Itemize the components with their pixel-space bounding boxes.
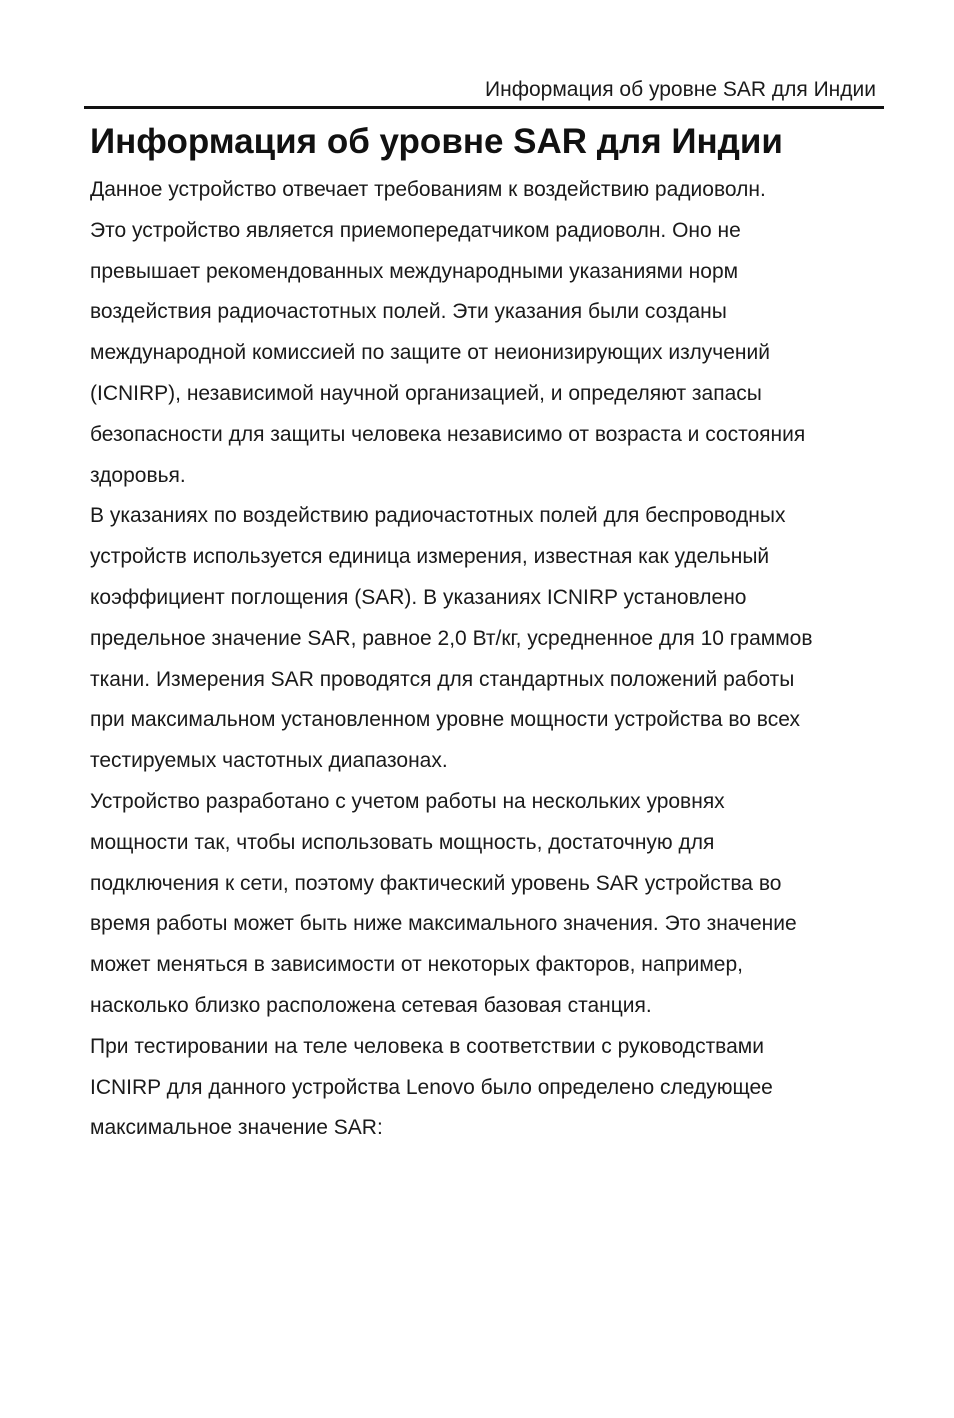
text-line: безопасности для защиты человека независимо от возраста и состояния — [90, 422, 806, 446]
text-line: насколько близко расположена сетевая базовая станция. — [90, 993, 652, 1017]
text-line: предельное значение SAR, равное 2,0 Вт/кг, усредненное для 10 граммов — [90, 626, 813, 650]
page-title: Информация об уровне SAR для Индии — [90, 122, 783, 161]
text-line: здоровья. — [90, 463, 186, 487]
text-line: Данное устройство отвечает требованиям к воздействию радиоволн. — [90, 178, 766, 201]
text-line: тестируемых частотных диапазонах. — [90, 749, 448, 773]
text-line: при максимальном установленном уровне мощности устройства во всех — [90, 708, 800, 732]
text-line: воздействия радиочастотных полей. Эти указания были созданы — [90, 300, 727, 324]
text-line: превышает рекомендованных международными указаниями норм — [90, 259, 739, 283]
text-line: время работы может быть ниже максимального значения. Это значение — [90, 912, 797, 936]
text-line: В указаниях по воздействию радиочастотных полей для беспроводных — [90, 504, 786, 528]
text-line: Это устройство является приемопередатчиком радиоволн. Оно не — [90, 218, 741, 242]
text-line: мощности так, чтобы использовать мощность, достаточную для — [90, 830, 715, 854]
body-text — [90, 170, 890, 1149]
text-line: подключения к сети, поэтому фактический уровень SAR устройства во — [90, 871, 782, 895]
text-line: ткани. Измерения SAR проводятся для стандартных положений работы — [90, 667, 795, 691]
text-line: максимальное значение SAR: — [90, 1116, 383, 1140]
text-line: ICNIRP для данного устройства Lenovo было определено следующее — [90, 1075, 773, 1099]
text-line: устройств используется единица измерения, известная как удельный — [90, 545, 770, 569]
text-line: может меняться в зависимости от некоторых факторов, например, — [90, 953, 743, 977]
text-line: Устройство разработано с учетом работы на нескольких уровнях — [90, 789, 725, 813]
text-line: коэффициент поглощения (SAR). В указаниях ICNIRP установлено — [90, 585, 747, 609]
text-line: международной комиссией по защите от неионизирующих излучений — [90, 341, 770, 365]
text-line: При тестировании на теле человека в соответствии с руководствами — [90, 1034, 764, 1058]
text-line: (ICNIRP), независимой научной организацией, и определяют запасы — [90, 381, 762, 405]
header-divider — [84, 106, 884, 109]
running-header: Информация об уровне SAR для Индии — [485, 78, 876, 101]
